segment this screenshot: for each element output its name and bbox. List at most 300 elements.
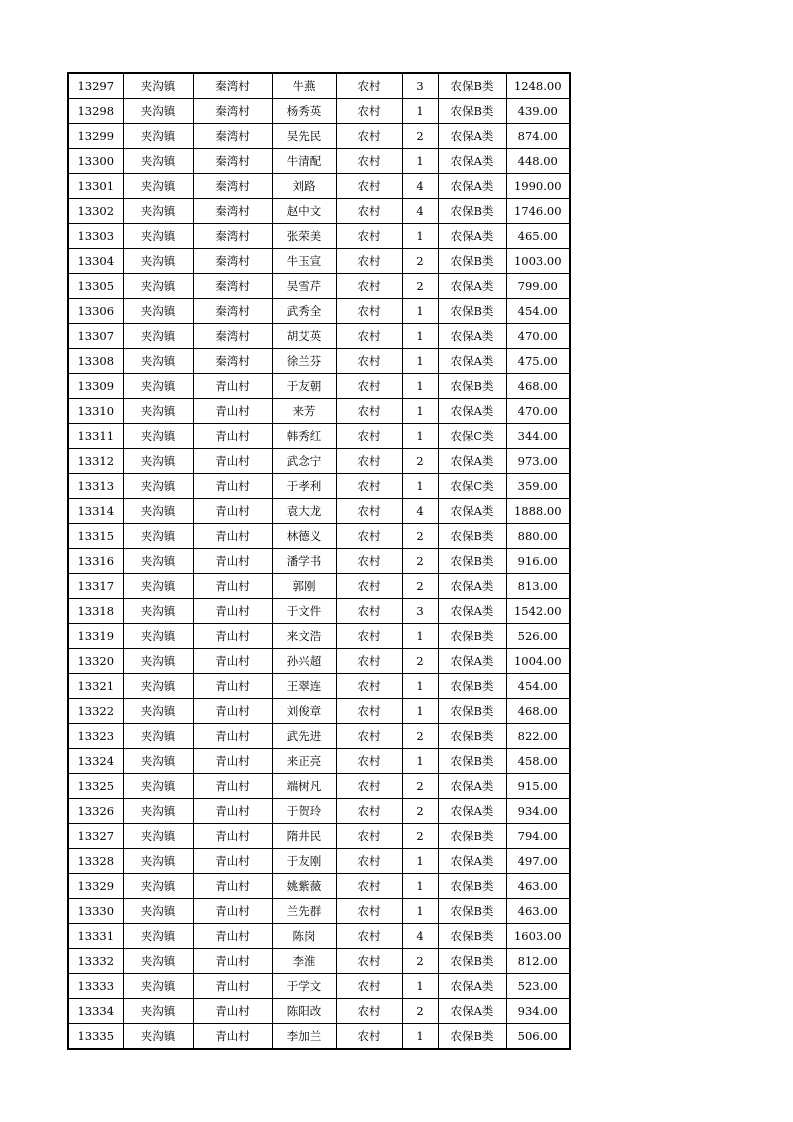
village-cell: 秦湾村	[193, 199, 272, 224]
insurance-class-cell: 农保B类	[438, 99, 506, 124]
village-cell: 青山村	[193, 524, 272, 549]
household-type-cell: 农村	[336, 274, 402, 299]
town-cell: 夹沟镇	[123, 174, 193, 199]
table-row	[68, 624, 570, 649]
town-cell: 夹沟镇	[123, 274, 193, 299]
insurance-class-cell: 农保B类	[438, 73, 506, 99]
household-type-cell: 农村	[336, 73, 402, 99]
name-cell: 吴雪芹	[272, 274, 336, 299]
amount-cell: 448.00	[506, 149, 570, 174]
member-count-cell: 1	[402, 374, 438, 399]
insurance-class-cell: 农保B类	[438, 899, 506, 924]
member-count-cell: 3	[402, 73, 438, 99]
insurance-class-cell: 农保B类	[438, 249, 506, 274]
record-id-cell: 13324	[68, 749, 123, 774]
village-cell: 青山村	[193, 399, 272, 424]
insurance-class-cell: 农保A类	[438, 224, 506, 249]
record-id-cell: 13298	[68, 99, 123, 124]
town-cell: 夹沟镇	[123, 99, 193, 124]
insurance-class-cell: 农保B类	[438, 724, 506, 749]
record-id-cell: 13321	[68, 674, 123, 699]
insurance-class-cell: 农保A类	[438, 999, 506, 1024]
village-cell: 青山村	[193, 1024, 272, 1050]
record-id-cell: 13329	[68, 874, 123, 899]
member-count-cell: 1	[402, 899, 438, 924]
household-type-cell: 农村	[336, 749, 402, 774]
village-cell: 青山村	[193, 424, 272, 449]
village-cell: 青山村	[193, 824, 272, 849]
member-count-cell: 1	[402, 224, 438, 249]
household-type-cell: 农村	[336, 899, 402, 924]
town-cell: 夹沟镇	[123, 549, 193, 574]
amount-cell: 799.00	[506, 274, 570, 299]
member-count-cell: 1	[402, 474, 438, 499]
name-cell: 郭刚	[272, 574, 336, 599]
record-id-cell: 13325	[68, 774, 123, 799]
household-type-cell: 农村	[336, 1024, 402, 1050]
table-row	[68, 549, 570, 574]
village-cell: 青山村	[193, 974, 272, 999]
name-cell: 袁大龙	[272, 499, 336, 524]
member-count-cell: 2	[402, 999, 438, 1024]
town-cell: 夹沟镇	[123, 199, 193, 224]
insurance-class-cell: 农保A类	[438, 599, 506, 624]
name-cell: 杨秀英	[272, 99, 336, 124]
amount-cell: 468.00	[506, 699, 570, 724]
town-cell: 夹沟镇	[123, 649, 193, 674]
member-count-cell: 2	[402, 124, 438, 149]
household-type-cell: 农村	[336, 799, 402, 824]
member-count-cell: 1	[402, 1024, 438, 1050]
village-cell: 青山村	[193, 599, 272, 624]
name-cell: 来文浩	[272, 624, 336, 649]
insurance-class-cell: 农保A类	[438, 324, 506, 349]
household-type-cell: 农村	[336, 699, 402, 724]
record-id-cell: 13320	[68, 649, 123, 674]
amount-cell: 470.00	[506, 324, 570, 349]
member-count-cell: 1	[402, 849, 438, 874]
amount-cell: 1542.00	[506, 599, 570, 624]
insurance-class-cell: 农保C类	[438, 424, 506, 449]
insurance-class-cell: 农保B类	[438, 199, 506, 224]
town-cell: 夹沟镇	[123, 424, 193, 449]
household-type-cell: 农村	[336, 574, 402, 599]
village-cell: 青山村	[193, 649, 272, 674]
village-cell: 青山村	[193, 574, 272, 599]
record-id-cell: 13322	[68, 699, 123, 724]
record-id-cell: 13330	[68, 899, 123, 924]
member-count-cell: 4	[402, 924, 438, 949]
record-id-cell: 13302	[68, 199, 123, 224]
town-cell: 夹沟镇	[123, 474, 193, 499]
amount-cell: 915.00	[506, 774, 570, 799]
name-cell: 姚紫薇	[272, 874, 336, 899]
name-cell: 孙兴超	[272, 649, 336, 674]
member-count-cell: 1	[402, 874, 438, 899]
town-cell: 夹沟镇	[123, 999, 193, 1024]
name-cell: 李加兰	[272, 1024, 336, 1050]
village-cell: 青山村	[193, 899, 272, 924]
village-cell: 青山村	[193, 674, 272, 699]
household-type-cell: 农村	[336, 649, 402, 674]
insurance-class-cell: 农保A类	[438, 274, 506, 299]
record-id-cell: 13327	[68, 824, 123, 849]
amount-cell: 463.00	[506, 874, 570, 899]
table-row	[68, 249, 570, 274]
record-id-cell: 13334	[68, 999, 123, 1024]
town-cell: 夹沟镇	[123, 349, 193, 374]
table-row	[68, 174, 570, 199]
amount-cell: 475.00	[506, 349, 570, 374]
member-count-cell: 1	[402, 299, 438, 324]
table-row	[68, 874, 570, 899]
table-row	[68, 124, 570, 149]
amount-cell: 497.00	[506, 849, 570, 874]
name-cell: 徐兰芬	[272, 349, 336, 374]
town-cell: 夹沟镇	[123, 599, 193, 624]
table-row	[68, 849, 570, 874]
record-id-cell: 13306	[68, 299, 123, 324]
record-id-cell: 13310	[68, 399, 123, 424]
village-cell: 青山村	[193, 499, 272, 524]
household-type-cell: 农村	[336, 149, 402, 174]
name-cell: 来正亮	[272, 749, 336, 774]
member-count-cell: 1	[402, 749, 438, 774]
record-id-cell: 13328	[68, 849, 123, 874]
village-cell: 青山村	[193, 949, 272, 974]
table-row	[68, 999, 570, 1024]
name-cell: 张荣美	[272, 224, 336, 249]
table-row	[68, 749, 570, 774]
insurance-class-cell: 农保A类	[438, 174, 506, 199]
table-row	[68, 824, 570, 849]
record-id-cell: 13309	[68, 374, 123, 399]
name-cell: 牛玉宣	[272, 249, 336, 274]
amount-cell: 1990.00	[506, 174, 570, 199]
town-cell: 夹沟镇	[123, 299, 193, 324]
village-cell: 秦湾村	[193, 73, 272, 99]
town-cell: 夹沟镇	[123, 724, 193, 749]
record-id-cell: 13301	[68, 174, 123, 199]
record-id-cell: 13332	[68, 949, 123, 974]
household-type-cell: 农村	[336, 599, 402, 624]
amount-cell: 813.00	[506, 574, 570, 599]
member-count-cell: 1	[402, 424, 438, 449]
amount-cell: 1603.00	[506, 924, 570, 949]
name-cell: 于贺玲	[272, 799, 336, 824]
table-row	[68, 899, 570, 924]
town-cell: 夹沟镇	[123, 974, 193, 999]
insurance-class-cell: 农保A类	[438, 849, 506, 874]
name-cell: 刘路	[272, 174, 336, 199]
insurance-class-cell: 农保A类	[438, 974, 506, 999]
record-id-cell: 13312	[68, 449, 123, 474]
insurance-class-cell: 农保A类	[438, 399, 506, 424]
record-id-cell: 13304	[68, 249, 123, 274]
name-cell: 刘俊章	[272, 699, 336, 724]
table-row	[68, 599, 570, 624]
insurance-class-cell: 农保B类	[438, 1024, 506, 1050]
town-cell: 夹沟镇	[123, 124, 193, 149]
table-row	[68, 974, 570, 999]
amount-cell: 458.00	[506, 749, 570, 774]
household-type-cell: 农村	[336, 999, 402, 1024]
household-type-cell: 农村	[336, 224, 402, 249]
name-cell: 于友刚	[272, 849, 336, 874]
village-cell: 青山村	[193, 849, 272, 874]
household-type-cell: 农村	[336, 249, 402, 274]
table-row	[68, 149, 570, 174]
village-cell: 青山村	[193, 474, 272, 499]
amount-cell: 359.00	[506, 474, 570, 499]
town-cell: 夹沟镇	[123, 924, 193, 949]
insurance-class-cell: 农保B类	[438, 824, 506, 849]
amount-cell: 1004.00	[506, 649, 570, 674]
table-row	[68, 374, 570, 399]
household-type-cell: 农村	[336, 474, 402, 499]
town-cell: 夹沟镇	[123, 674, 193, 699]
amount-cell: 465.00	[506, 224, 570, 249]
household-type-cell: 农村	[336, 774, 402, 799]
member-count-cell: 4	[402, 499, 438, 524]
insurance-class-cell: 农保A类	[438, 349, 506, 374]
household-type-cell: 农村	[336, 299, 402, 324]
insurance-class-cell: 农保B类	[438, 299, 506, 324]
amount-cell: 934.00	[506, 799, 570, 824]
town-cell: 夹沟镇	[123, 374, 193, 399]
insurance-class-cell: 农保B类	[438, 699, 506, 724]
amount-cell: 1888.00	[506, 499, 570, 524]
household-type-cell: 农村	[336, 124, 402, 149]
town-cell: 夹沟镇	[123, 224, 193, 249]
village-cell: 青山村	[193, 874, 272, 899]
record-id-cell: 13317	[68, 574, 123, 599]
member-count-cell: 1	[402, 99, 438, 124]
insurance-class-cell: 农保B类	[438, 549, 506, 574]
table-row	[68, 474, 570, 499]
village-cell: 秦湾村	[193, 149, 272, 174]
record-id-cell: 13319	[68, 624, 123, 649]
record-id-cell: 13315	[68, 524, 123, 549]
amount-cell: 454.00	[506, 674, 570, 699]
household-type-cell: 农村	[336, 324, 402, 349]
table-row	[68, 799, 570, 824]
table-row	[68, 73, 570, 99]
household-type-cell: 农村	[336, 549, 402, 574]
record-id-cell: 13331	[68, 924, 123, 949]
village-cell: 青山村	[193, 924, 272, 949]
amount-cell: 916.00	[506, 549, 570, 574]
table-row	[68, 1024, 570, 1050]
name-cell: 牛清配	[272, 149, 336, 174]
amount-cell: 1248.00	[506, 73, 570, 99]
member-count-cell: 2	[402, 449, 438, 474]
member-count-cell: 1	[402, 349, 438, 374]
household-type-cell: 农村	[336, 99, 402, 124]
table-row	[68, 649, 570, 674]
table-row	[68, 424, 570, 449]
household-type-cell: 农村	[336, 974, 402, 999]
member-count-cell: 2	[402, 799, 438, 824]
household-type-cell: 农村	[336, 424, 402, 449]
name-cell: 于学文	[272, 974, 336, 999]
member-count-cell: 2	[402, 649, 438, 674]
record-id-cell: 13333	[68, 974, 123, 999]
insurance-class-cell: 农保B类	[438, 374, 506, 399]
town-cell: 夹沟镇	[123, 824, 193, 849]
record-id-cell: 13335	[68, 1024, 123, 1050]
household-type-cell: 农村	[336, 624, 402, 649]
member-count-cell: 1	[402, 674, 438, 699]
town-cell: 夹沟镇	[123, 749, 193, 774]
record-id-cell: 13308	[68, 349, 123, 374]
village-cell: 青山村	[193, 999, 272, 1024]
amount-cell: 973.00	[506, 449, 570, 474]
village-cell: 青山村	[193, 749, 272, 774]
amount-cell: 463.00	[506, 899, 570, 924]
town-cell: 夹沟镇	[123, 899, 193, 924]
amount-cell: 454.00	[506, 299, 570, 324]
member-count-cell: 1	[402, 149, 438, 174]
name-cell: 李淮	[272, 949, 336, 974]
record-id-cell: 13311	[68, 424, 123, 449]
records-table	[67, 72, 571, 1050]
name-cell: 牛燕	[272, 73, 336, 99]
insurance-class-cell: 农保A类	[438, 799, 506, 824]
member-count-cell: 2	[402, 274, 438, 299]
record-id-cell: 13316	[68, 549, 123, 574]
insurance-class-cell: 农保A类	[438, 649, 506, 674]
record-id-cell: 13305	[68, 274, 123, 299]
town-cell: 夹沟镇	[123, 799, 193, 824]
insurance-class-cell: 农保B类	[438, 924, 506, 949]
household-type-cell: 农村	[336, 824, 402, 849]
town-cell: 夹沟镇	[123, 249, 193, 274]
member-count-cell: 2	[402, 824, 438, 849]
town-cell: 夹沟镇	[123, 874, 193, 899]
name-cell: 林德义	[272, 524, 336, 549]
household-type-cell: 农村	[336, 849, 402, 874]
household-type-cell: 农村	[336, 524, 402, 549]
amount-cell: 934.00	[506, 999, 570, 1024]
record-id-cell: 13299	[68, 124, 123, 149]
town-cell: 夹沟镇	[123, 499, 193, 524]
town-cell: 夹沟镇	[123, 624, 193, 649]
member-count-cell: 1	[402, 399, 438, 424]
amount-cell: 344.00	[506, 424, 570, 449]
household-type-cell: 农村	[336, 199, 402, 224]
name-cell: 潘学书	[272, 549, 336, 574]
household-type-cell: 农村	[336, 924, 402, 949]
town-cell: 夹沟镇	[123, 774, 193, 799]
member-count-cell: 2	[402, 774, 438, 799]
name-cell: 武先进	[272, 724, 336, 749]
household-type-cell: 农村	[336, 874, 402, 899]
town-cell: 夹沟镇	[123, 73, 193, 99]
household-type-cell: 农村	[336, 349, 402, 374]
insurance-class-cell: 农保B类	[438, 874, 506, 899]
village-cell: 秦湾村	[193, 299, 272, 324]
table-row	[68, 499, 570, 524]
amount-cell: 523.00	[506, 974, 570, 999]
member-count-cell: 2	[402, 249, 438, 274]
name-cell: 赵中文	[272, 199, 336, 224]
village-cell: 青山村	[193, 774, 272, 799]
table-row	[68, 299, 570, 324]
insurance-class-cell: 农保B类	[438, 624, 506, 649]
member-count-cell: 4	[402, 174, 438, 199]
village-cell: 青山村	[193, 549, 272, 574]
amount-cell: 874.00	[506, 124, 570, 149]
name-cell: 韩秀红	[272, 424, 336, 449]
insurance-class-cell: 农保B类	[438, 524, 506, 549]
household-type-cell: 农村	[336, 399, 402, 424]
record-id-cell: 13318	[68, 599, 123, 624]
name-cell: 隋井民	[272, 824, 336, 849]
table-row	[68, 724, 570, 749]
insurance-class-cell: 农保B类	[438, 674, 506, 699]
member-count-cell: 4	[402, 199, 438, 224]
record-id-cell: 13326	[68, 799, 123, 824]
household-type-cell: 农村	[336, 374, 402, 399]
member-count-cell: 1	[402, 624, 438, 649]
record-id-cell: 13303	[68, 224, 123, 249]
village-cell: 青山村	[193, 724, 272, 749]
member-count-cell: 2	[402, 949, 438, 974]
amount-cell: 526.00	[506, 624, 570, 649]
table-row	[68, 324, 570, 349]
record-id-cell: 13297	[68, 73, 123, 99]
village-cell: 秦湾村	[193, 274, 272, 299]
household-type-cell: 农村	[336, 949, 402, 974]
table-row	[68, 449, 570, 474]
insurance-class-cell: 农保A类	[438, 149, 506, 174]
table-row	[68, 224, 570, 249]
village-cell: 秦湾村	[193, 174, 272, 199]
village-cell: 秦湾村	[193, 324, 272, 349]
table-row	[68, 949, 570, 974]
household-type-cell: 农村	[336, 499, 402, 524]
name-cell: 于友朝	[272, 374, 336, 399]
amount-cell: 880.00	[506, 524, 570, 549]
amount-cell: 822.00	[506, 724, 570, 749]
name-cell: 于孝利	[272, 474, 336, 499]
table-row	[68, 699, 570, 724]
insurance-class-cell: 农保B类	[438, 949, 506, 974]
table-row	[68, 674, 570, 699]
name-cell: 兰先群	[272, 899, 336, 924]
town-cell: 夹沟镇	[123, 324, 193, 349]
town-cell: 夹沟镇	[123, 1024, 193, 1050]
amount-cell: 1746.00	[506, 199, 570, 224]
member-count-cell: 3	[402, 599, 438, 624]
member-count-cell: 2	[402, 524, 438, 549]
name-cell: 王翠连	[272, 674, 336, 699]
village-cell: 秦湾村	[193, 224, 272, 249]
table-row	[68, 524, 570, 549]
record-id-cell: 13300	[68, 149, 123, 174]
household-type-cell: 农村	[336, 449, 402, 474]
name-cell: 胡艾英	[272, 324, 336, 349]
table-row	[68, 274, 570, 299]
amount-cell: 468.00	[506, 374, 570, 399]
town-cell: 夹沟镇	[123, 574, 193, 599]
town-cell: 夹沟镇	[123, 524, 193, 549]
table-row	[68, 399, 570, 424]
insurance-class-cell: 农保C类	[438, 474, 506, 499]
village-cell: 青山村	[193, 624, 272, 649]
member-count-cell: 2	[402, 724, 438, 749]
